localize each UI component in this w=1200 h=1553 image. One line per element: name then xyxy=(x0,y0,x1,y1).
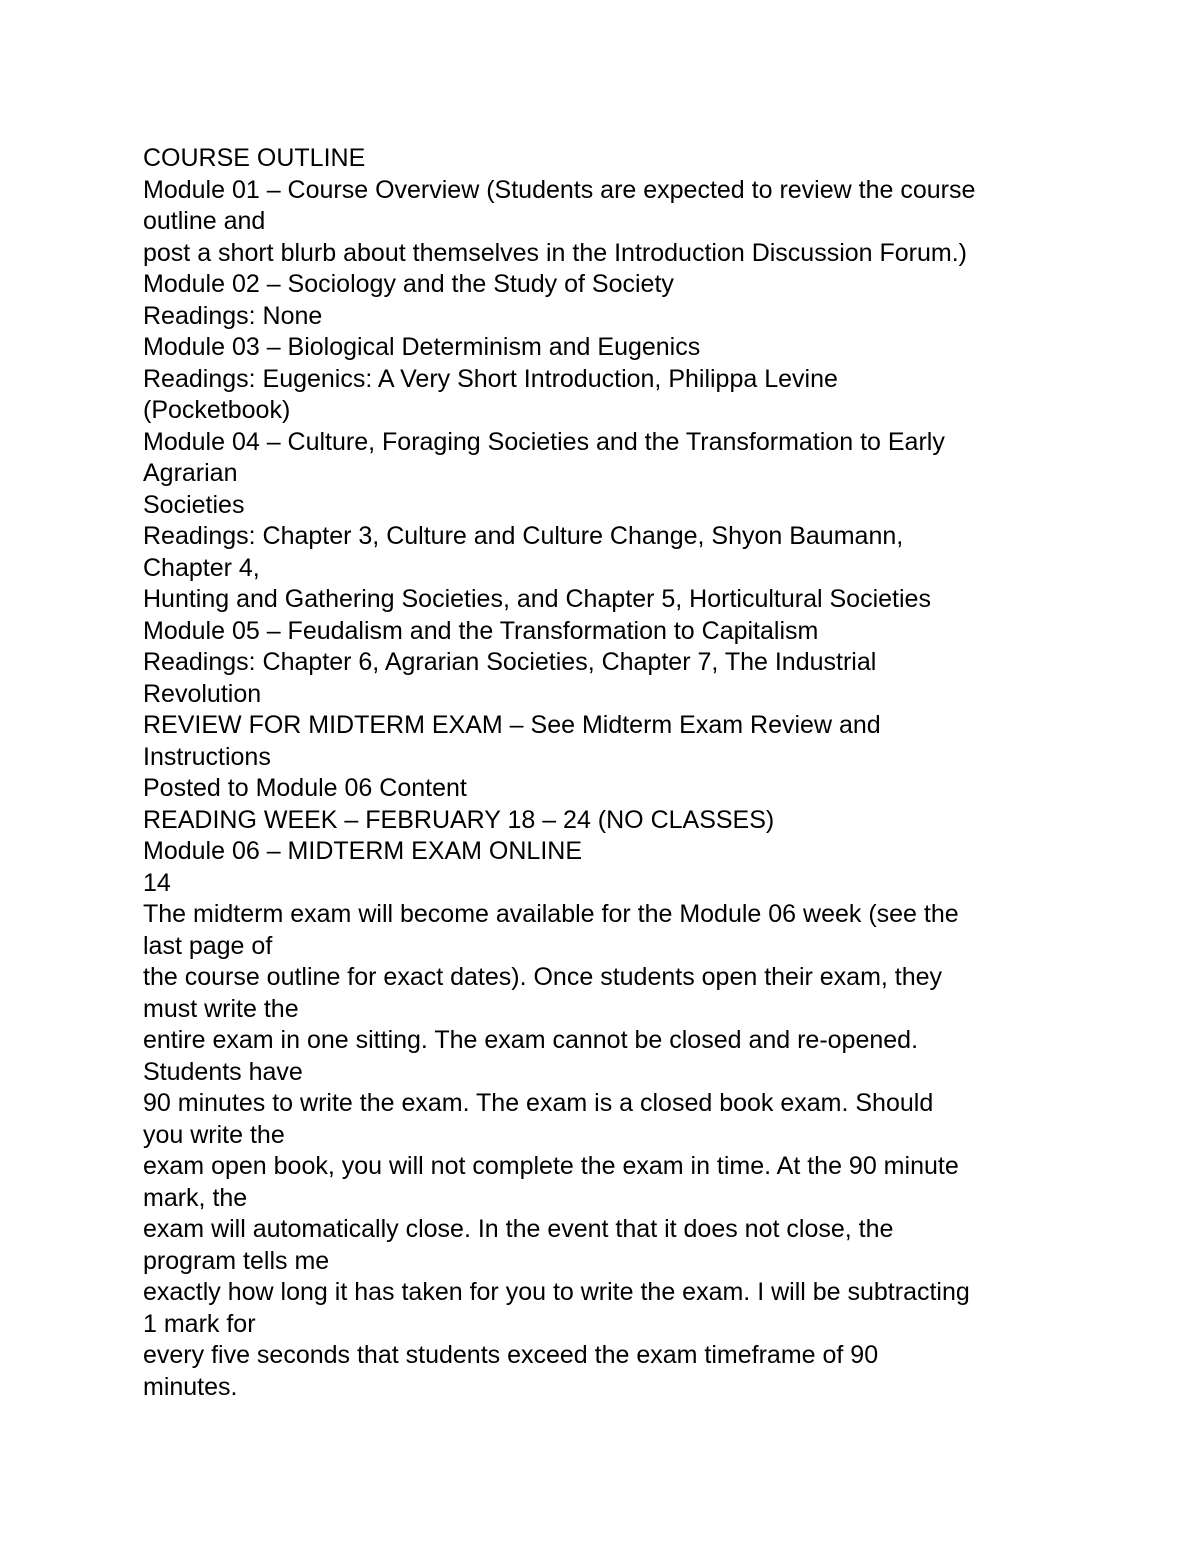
text-line: Module 05 – Feudalism and the Transformation to Capitalism xyxy=(143,616,819,645)
heading-course-outline: COURSE OUTLINE xyxy=(143,144,366,172)
text-line: Module 03 – Biological Determinism and Eugenics xyxy=(143,333,701,361)
text-line: Module 06 – MIDTERM EXAM ONLINE xyxy=(143,837,583,865)
text-line: (Pocketbook) xyxy=(143,396,291,424)
text-line: program tells me xyxy=(143,1246,330,1275)
text-line: Module 02 – Sociology and the Study of Society xyxy=(143,270,674,298)
text-line: Posted to Module 06 Content xyxy=(143,774,467,802)
text-line: must write the xyxy=(143,994,299,1023)
text-line: every five seconds that students exceed the exam timeframe of 90 xyxy=(143,1341,879,1369)
page-number: 14 xyxy=(143,868,171,897)
text-line: Agrarian xyxy=(143,459,238,487)
text-line: Readings: None xyxy=(143,301,323,330)
text-line: REVIEW FOR MIDTERM EXAM – See Midterm Exam Review and xyxy=(143,711,881,739)
text-line: Societies xyxy=(143,490,245,519)
text-line: Readings: Chapter 6, Agrarian Societies, Chapter 7, The Industrial xyxy=(143,648,877,676)
text-line: exam open book, you will not complete the exam in time. At the 90 minute xyxy=(143,1152,959,1180)
text-line: last page of xyxy=(143,931,273,960)
text-line: 90 minutes to write the exam. The exam is a closed book exam. Should xyxy=(143,1089,934,1117)
text-line: 1 mark for xyxy=(143,1309,256,1338)
text-line: The midterm exam will become available for the Module 06 week (see the xyxy=(143,900,959,928)
text-line: entire exam in one sitting. The exam cannot be closed and re-opened. xyxy=(143,1026,919,1054)
text-line: you write the xyxy=(143,1120,285,1149)
text-line: exam will automatically close. In the event that it does not close, the xyxy=(143,1215,894,1243)
text-line: Students have xyxy=(143,1057,303,1086)
document-text xyxy=(143,143,1083,1403)
text-line: outline and xyxy=(143,207,266,235)
text-line: Chapter 4, xyxy=(143,553,260,582)
text-line: minutes. xyxy=(143,1372,238,1401)
text-line: post a short blurb about themselves in the Introduction Discussion Forum.) xyxy=(143,238,968,267)
text-line: READING WEEK – FEBRUARY 18 – 24 (NO CLASSES) xyxy=(143,805,775,834)
text-line: Readings: Chapter 3, Culture and Culture Change, Shyon Baumann, xyxy=(143,522,904,550)
text-line: mark, the xyxy=(143,1183,248,1212)
text-line: Instructions xyxy=(143,742,271,771)
text-line: Hunting and Gathering Societies, and Chapter 5, Horticultural Societies xyxy=(143,585,931,613)
text-line: the course outline for exact dates). Once students open their exam, they xyxy=(143,963,943,991)
text-line: Module 01 – Course Overview (Students are expected to review the course xyxy=(143,175,976,204)
text-line: exactly how long it has taken for you to write the exam. I will be subtracting xyxy=(143,1278,970,1306)
text-line: Readings: Eugenics: A Very Short Introduction, Philippa Levine xyxy=(143,364,838,393)
text-line: Revolution xyxy=(143,679,262,708)
text-line: Module 04 – Culture, Foraging Societies and the Transformation to Early xyxy=(143,427,945,456)
